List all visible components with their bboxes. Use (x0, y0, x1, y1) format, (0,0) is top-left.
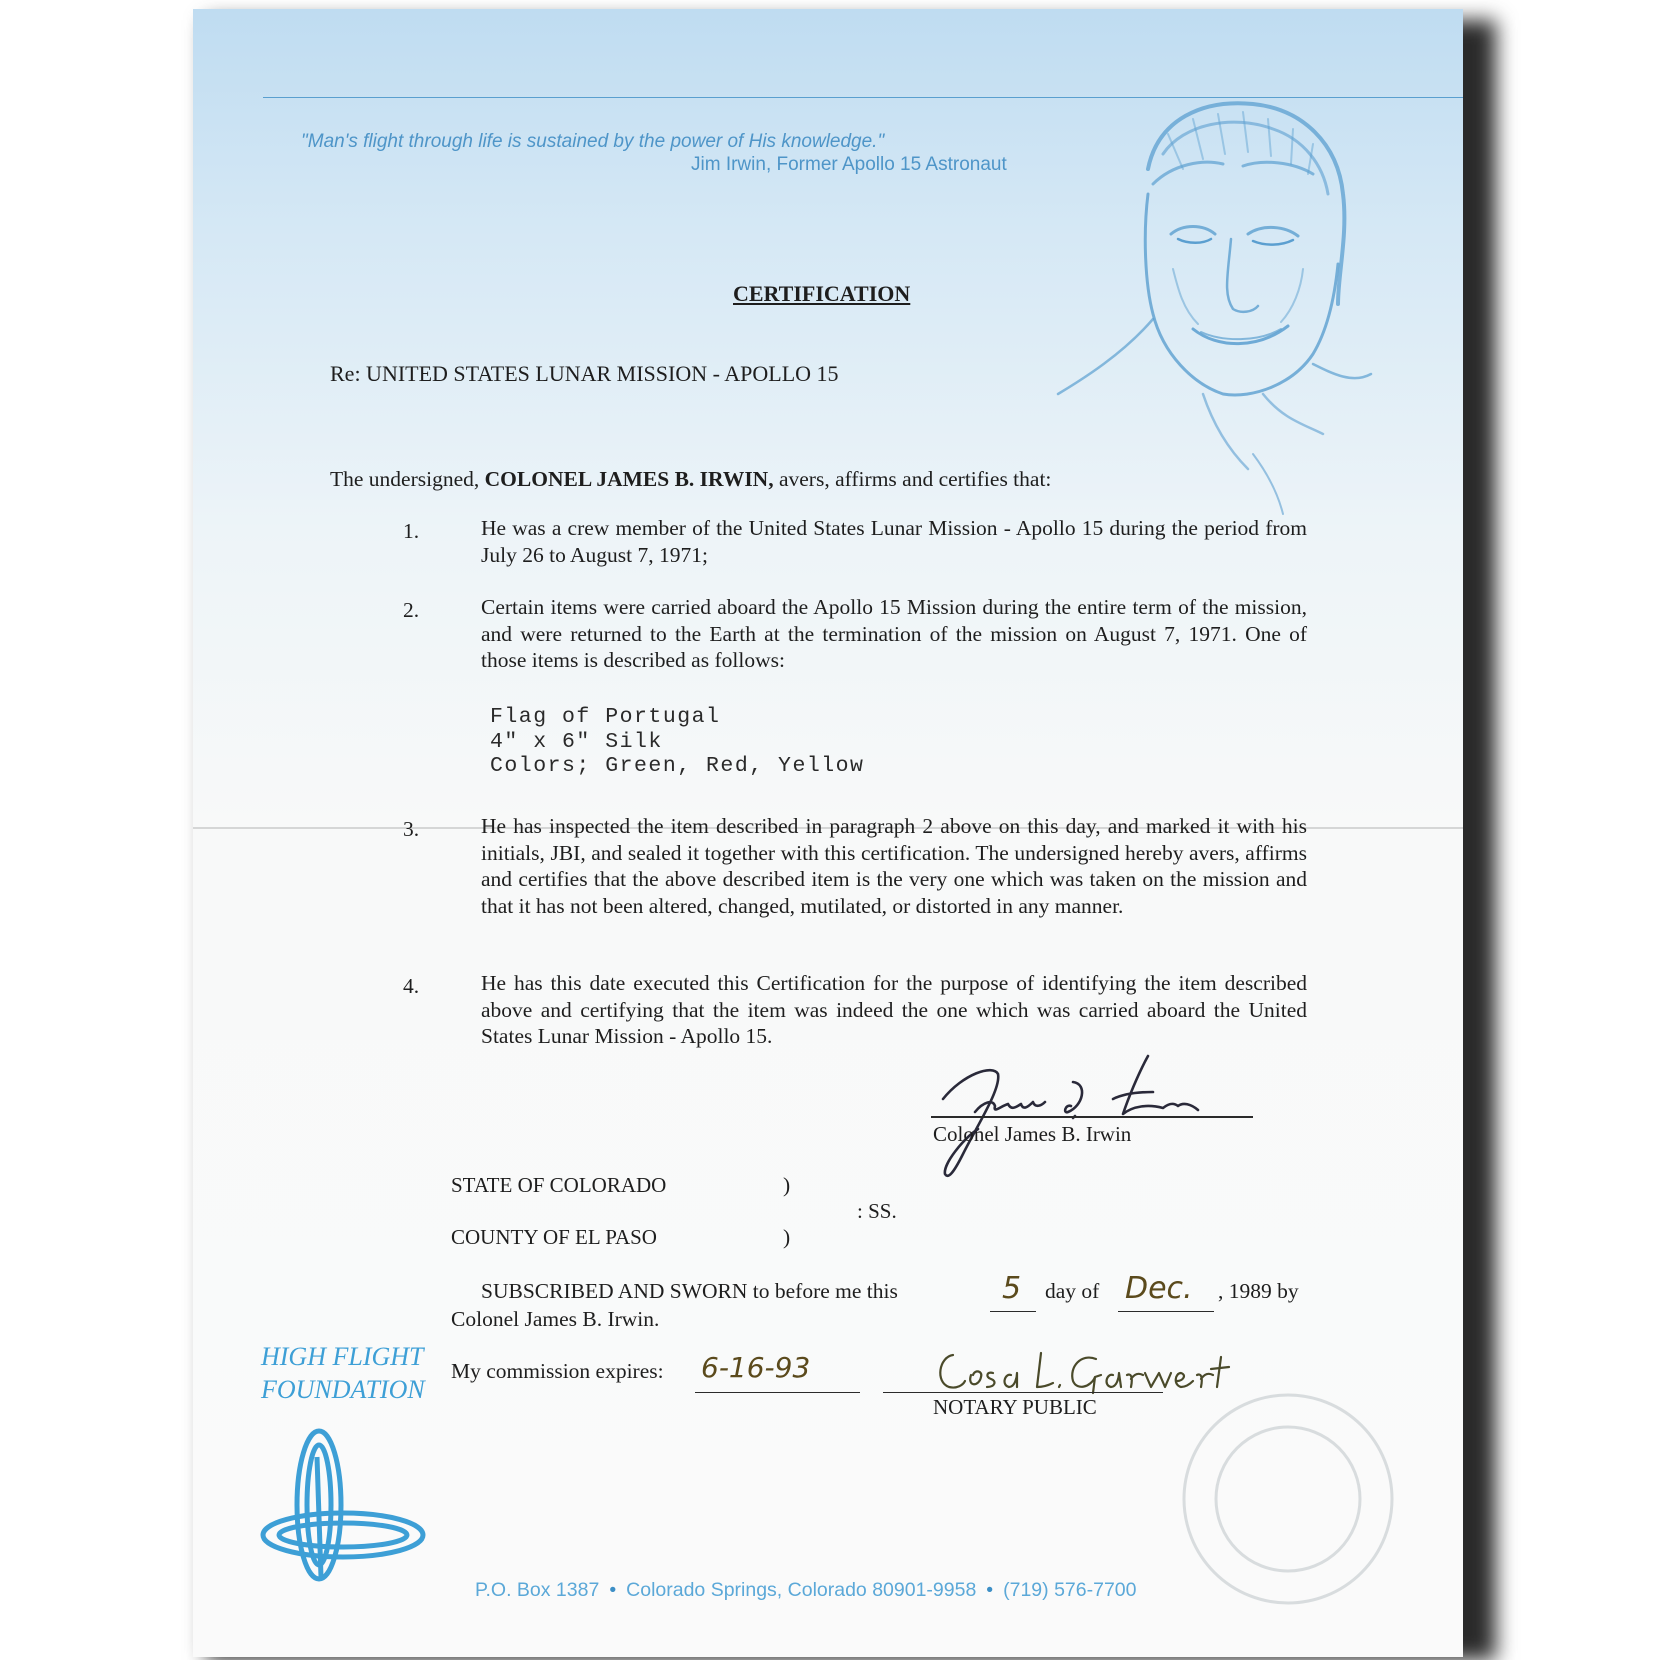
item-number-4: 4. (403, 974, 420, 998)
item-description-line-3: Colors; Green, Red, Yellow (490, 754, 865, 778)
footer-contact (475, 1579, 1136, 1602)
sworn-year: , 1989 by (1218, 1279, 1299, 1303)
sworn-line-2: Colonel James B. Irwin. (451, 1307, 660, 1331)
sworn-prefix: SUBSCRIBED AND SWORN to before me this (481, 1279, 898, 1303)
subject-line: Re: UNITED STATES LUNAR MISSION - APOLLO 15 (330, 361, 839, 386)
notary-title: NOTARY PUBLIC (933, 1395, 1097, 1419)
item-number-3: 3. (403, 817, 420, 841)
foundation-name-line-1: HIGH FLIGHT (261, 1342, 424, 1371)
county-label: COUNTY OF EL PASO (451, 1225, 657, 1249)
footer-bullet-2: • (986, 1579, 994, 1601)
item-number-1: 1. (403, 519, 420, 543)
item-text-3: He has inspected the item described in paragraph 2 above on this day, and marked it with his initials, JBI, and sealed it together with this certification. The undersigned hereby avers, affirms and certifies that the above described item is the very one which was taken on the mission and that it has not been altered, changed, mutilated, or distorted in any manner. (481, 814, 1307, 918)
commission-label: My commission expires: (451, 1359, 664, 1383)
item-text-2: Certain items were carried aboard the Apollo 15 Mission during the entire term of the mission, and were returned to the Earth at the termination of the mission on August 7, 1971. One of those items is described as follows: (481, 595, 1307, 672)
item-number-2: 2. (403, 598, 420, 622)
signature-caption: Colonel James B. Irwin (933, 1122, 1132, 1146)
irwin-signature (923, 1044, 1203, 1184)
item-description-line-1: Flag of Portugal (490, 705, 721, 729)
foundation-name-line-2: FOUNDATION (261, 1375, 425, 1404)
intro-suffix: avers, affirms and certifies that: (773, 467, 1052, 491)
notary-signature-line (883, 1392, 1163, 1393)
county-paren: ) (783, 1225, 791, 1249)
signature-line (931, 1116, 1253, 1118)
letterhead-quote: "Man's flight through life is sustained by the power of His knowledge." (301, 131, 885, 152)
footer-bullet-1: • (609, 1579, 617, 1601)
sworn-month: Dec. (1125, 1271, 1193, 1306)
footer-city: Colorado Springs, Colorado 80901-9958 (626, 1579, 977, 1601)
item-text-4: He has this date executed this Certification for the purpose of identifying the item described above and certifying that the item was indeed the one which was carried aboard the United States Lunar Mission - Apollo 15. (481, 971, 1307, 1048)
footer-phone: (719) 576-7700 (1003, 1579, 1137, 1601)
document-title: CERTIFICATION (733, 281, 911, 306)
astronaut-portrait-sketch (1053, 74, 1373, 524)
footer-po-box: P.O. Box 1387 (475, 1579, 600, 1601)
certifier-name: COLONEL JAMES B. IRWIN, (484, 467, 774, 491)
certificate-page (193, 9, 1463, 1657)
intro-statement (330, 467, 1051, 492)
item-description-line-2: 4" x 6" Silk (490, 729, 663, 754)
state-label: STATE OF COLORADO (451, 1173, 667, 1197)
item-description (490, 705, 864, 779)
sworn-day: 5 (1002, 1271, 1022, 1306)
item-text-1: He was a crew member of the United States Lunar Mission - Apollo 15 during the period from July 26 to August 7, 1971; (481, 516, 1307, 567)
intro-prefix: The undersigned, (330, 467, 485, 491)
quote-attribution: Jim Irwin, Former Apollo 15 Astronaut (691, 154, 1007, 175)
notary-embossed-seal (1178, 1389, 1398, 1609)
commission-date: 6-16-93 (701, 1351, 811, 1384)
high-flight-foundation-logo (259, 1427, 427, 1597)
sworn-day-of: day of (1045, 1279, 1100, 1303)
state-paren: ) (783, 1173, 791, 1197)
ss-label: : SS. (857, 1199, 897, 1223)
